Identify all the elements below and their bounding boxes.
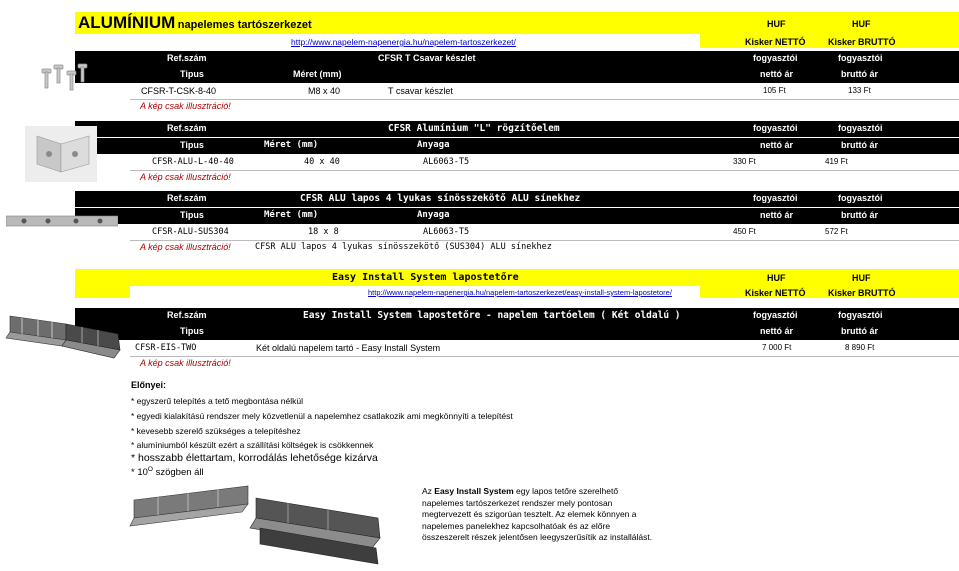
sec1-title: CFSR T Csavar készlet	[378, 53, 476, 63]
sec2-size: 40 x 40	[304, 157, 340, 167]
angle-degree: O	[147, 466, 153, 473]
eis-net-label: Kisker NETTÓ	[745, 288, 806, 298]
advantage-item: * egyedi kialakítású rendszer mely közvetlenül a napelemhez csatlakozik ami megkönnyíti a telepítést	[131, 411, 513, 421]
sec3-price-gross: 572 Ft	[825, 227, 848, 236]
advantages-title: Előnyei:	[131, 380, 167, 390]
sec1-title-bar	[75, 51, 959, 67]
l-bracket-image	[25, 126, 97, 182]
angle-prefix: * 10	[131, 467, 148, 479]
eis-mount-image	[2, 306, 126, 364]
sec2-title-bar	[75, 121, 959, 137]
sec2-brutto: bruttó ár	[841, 140, 878, 150]
eis-gross-label: Kisker BRUTTÓ	[828, 288, 896, 298]
sec3-f2: fogyasztói	[838, 193, 883, 203]
sec4-header-bar	[75, 324, 959, 340]
sec3-size: 18 x 8	[308, 227, 339, 237]
sec3-note: CFSR ALU lapos 4 lyukas sínösszekötő (SUS304) ALU sínekhez	[255, 242, 552, 252]
sec2-f2: fogyasztói	[838, 123, 883, 133]
eis-huf-2: HUF	[852, 273, 871, 283]
sec3-netto: nettó ár	[760, 210, 794, 220]
sec1-desc: T csavar készlet	[388, 86, 453, 96]
sec4-code: CFSR-EIS-TWO	[135, 343, 197, 353]
description-prefix: Az	[422, 486, 435, 496]
angle-suffix: szögben áll	[155, 467, 204, 479]
t-screw-image	[38, 60, 93, 95]
sec1-illus-note: A kép csak illusztráció!	[140, 101, 231, 111]
sec1-price-net: 105 Ft	[763, 86, 786, 95]
sec3-meret: Méret (mm)	[264, 210, 319, 220]
sec4-title-bar	[75, 308, 959, 324]
sec4-data-row	[130, 340, 959, 357]
sec4-title: Easy Install System lapostetőre - napelem tartóelem ( Két oldalú )	[303, 310, 681, 321]
sec2-anyaga: Anyaga	[417, 140, 450, 150]
sec3-code: CFSR-ALU-SUS304	[152, 227, 229, 237]
sec2-header-bar	[75, 138, 959, 154]
sec3-brutto: bruttó ár	[841, 210, 878, 220]
sec3-f1: fogyasztói	[753, 193, 798, 203]
header-huf-1: HUF	[767, 19, 786, 29]
sec3-title: CFSR ALU lapos 4 lyukas sínösszekötő ALU sínekhez	[300, 193, 581, 204]
sec1-tipus: Tipus	[180, 69, 204, 79]
sec3-tipus: Tipus	[180, 210, 204, 220]
sec1-data-row	[130, 83, 959, 100]
sec2-title: CFSR Alumínium "L" rögzítőelem	[388, 123, 560, 134]
sec2-f1: fogyasztói	[753, 123, 798, 133]
eis-array-image	[128, 482, 392, 570]
sec4-ref-label: Ref.szám	[167, 310, 207, 320]
title-sub: napelemes tartószerkezet	[177, 19, 312, 31]
advantage-item: * egyszerű telepítés a tető megbontása nélkül	[131, 396, 303, 406]
sec4-desc: Két oldalú napelem tartó - Easy Install System	[256, 343, 441, 353]
advantage-item: * hosszabb élettartam, korrodálás lehetősége kizárva	[131, 452, 378, 464]
sec1-brutto: bruttó ár	[841, 69, 878, 79]
sec2-illus-note: A kép csak illusztráció!	[140, 172, 231, 182]
sec3-ref-label: Ref.szám	[167, 193, 207, 203]
sec2-data-row	[130, 154, 959, 171]
sec1-size: M8 x 40	[308, 86, 341, 96]
sec3-title-bar	[75, 191, 959, 207]
flat-connector-image	[6, 214, 118, 228]
sec1-code: CFSR-T-CSK-8-40	[141, 86, 217, 96]
sec2-code: CFSR-ALU-L-40-40	[152, 157, 234, 167]
sec1-f1: fogyasztói	[753, 53, 798, 63]
header-url-link[interactable]: http://www.napelem-napenergia.hu/napelem-tartoszerkezet/	[291, 37, 516, 47]
advantage-item-angle	[131, 466, 204, 478]
sec3-price-net: 450 Ft	[733, 227, 756, 236]
sec1-header-bar	[75, 67, 959, 83]
advantage-item: * kevesebb szerelő szükséges a telepítéshez	[131, 426, 301, 436]
sec1-meret: Méret (mm)	[293, 69, 342, 79]
header-net-label: Kisker NETTÓ	[745, 37, 806, 47]
description-text: egy lapos tetőre szerelhető napelemes tartószerkezet rendszer mely pontosan megtervezett és szigorúan tesztelt. Az elemek könnyen a napelemes panelekhez kapcsolhatóak és az előre összeszerelt részek jelentősen leegyszerűsítik az installálást.	[422, 486, 653, 542]
header-gross-label: Kisker BRUTTÓ	[828, 37, 896, 47]
sec1-netto: nettó ár	[760, 69, 794, 79]
sec3-anyaga: Anyaga	[417, 210, 450, 220]
sec4-brutto: bruttó ár	[841, 326, 878, 336]
sec4-price-gross: 8 890 Ft	[845, 343, 875, 352]
eis-title: Easy Install System lapostetőre	[332, 272, 519, 283]
description-bold: Easy Install System	[434, 486, 514, 496]
sec1-f2: fogyasztói	[838, 53, 883, 63]
header-huf-2: HUF	[852, 19, 871, 29]
eis-description	[422, 486, 658, 544]
sec4-f1: fogyasztói	[753, 310, 798, 320]
sec2-meret: Méret (mm)	[264, 140, 319, 150]
sec2-price-net: 330 Ft	[733, 157, 756, 166]
sec3-data-row	[130, 224, 959, 241]
sec3-header-bar	[75, 208, 959, 224]
sec1-ref-label: Ref.szám	[167, 53, 207, 63]
page-title	[78, 13, 312, 33]
sec2-netto: nettó ár	[760, 140, 794, 150]
sec3-material: AL6063-T5	[423, 227, 470, 237]
sec4-f2: fogyasztói	[838, 310, 883, 320]
sec2-price-gross: 419 Ft	[825, 157, 848, 166]
sec4-price-net: 7 000 Ft	[762, 343, 792, 352]
sec2-tipus: Tipus	[180, 140, 204, 150]
sec2-ref-label: Ref.szám	[167, 123, 207, 133]
eis-huf-1: HUF	[767, 273, 786, 283]
sec4-tipus: Tipus	[180, 326, 204, 336]
sec4-netto: nettó ár	[760, 326, 794, 336]
advantage-item: * alumíniumból készült ezért a szállítási költségek is csökkennek	[131, 440, 374, 450]
sec4-illus-note: A kép csak illusztráció!	[140, 358, 231, 368]
sec1-price-gross: 133 Ft	[848, 86, 871, 95]
title-main: ALUMÍNIUM	[78, 13, 176, 32]
sec3-illus-note: A kép csak illusztráció!	[140, 242, 231, 252]
eis-url-link[interactable]: http://www.napelem-napenergia.hu/napelem-tartoszerkezet/easy-install-system-lapostetore/	[368, 288, 672, 297]
sec2-material: AL6063-T5	[423, 157, 470, 167]
